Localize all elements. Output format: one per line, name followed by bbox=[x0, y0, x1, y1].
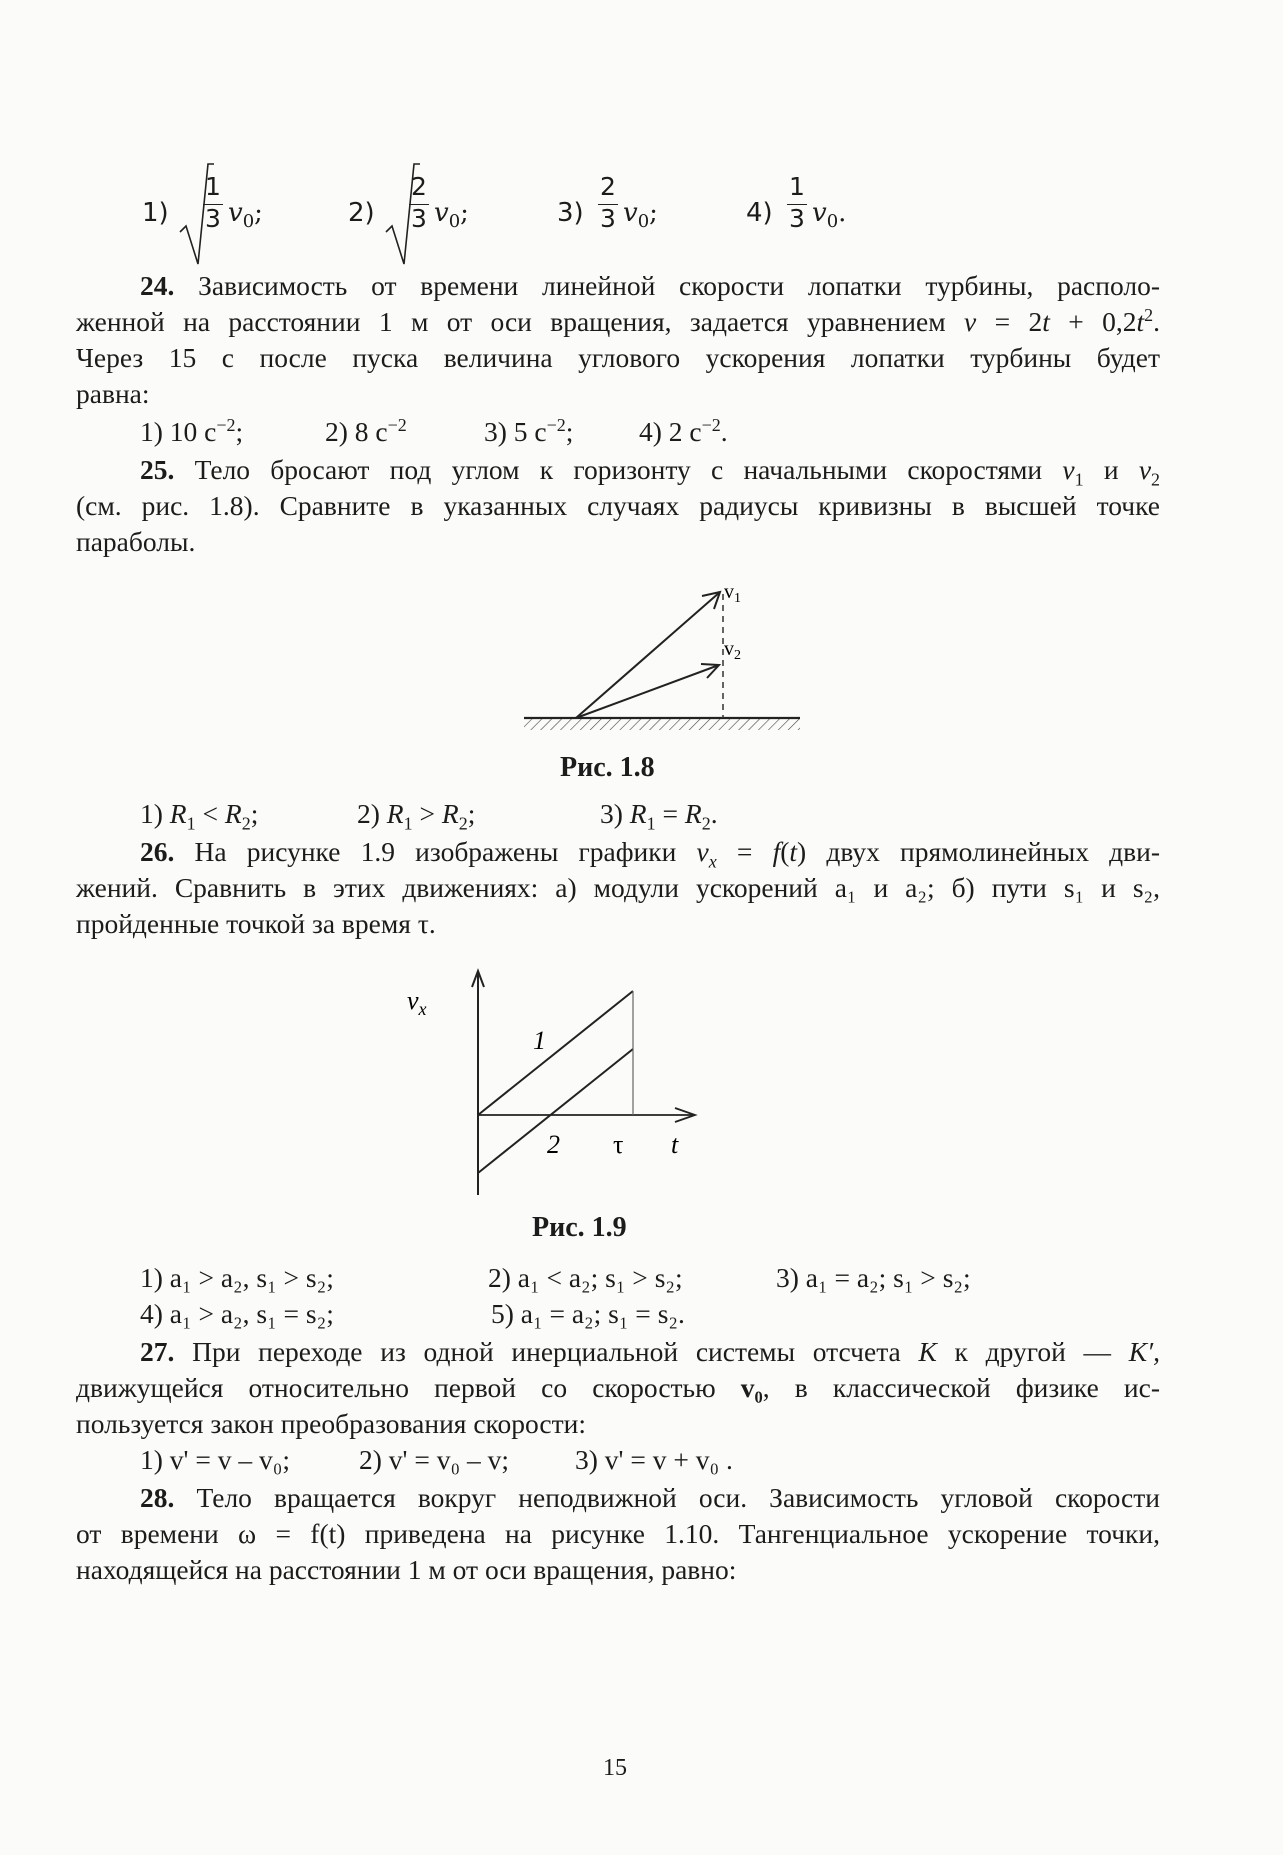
q23-velocity-4: $v_0$. bbox=[812, 198, 847, 233]
q24-line-2: женной на расстоянии 1 м от оси вращения, задается уравнением $v = 2t + 0,2t^2$. bbox=[76, 304, 1161, 337]
velocity-vector-1 bbox=[576, 592, 720, 718]
q28-line-2: от времени ω = f(t) приведена на рисунке 1.10. Тангенциальное ускорение точки, bbox=[76, 1518, 1160, 1549]
figure-1-9 bbox=[395, 965, 725, 1205]
q27-option-2: 2) v' = v₀ – v; bbox=[359, 1444, 509, 1475]
line-2-label: 2 bbox=[547, 1130, 560, 1159]
q23-velocity-3: $v_0$; bbox=[623, 198, 658, 233]
x-axis-label: t bbox=[671, 1130, 679, 1159]
q26-option-2: 2) a₁ < a₂; s₁ > s₂; bbox=[488, 1262, 683, 1293]
q24-options bbox=[76, 414, 1160, 450]
q26-option-5: 5) a₁ = a₂; s₁ = s₂. bbox=[491, 1298, 685, 1329]
q25-option-3: 3) $R_1 = R_2$. bbox=[600, 798, 718, 834]
q23-velocity-2: $v_0$; bbox=[434, 198, 469, 233]
q25-line-3: параболы. bbox=[76, 526, 196, 557]
q27-line-2: движущейся относительно первой со скоростью v₀, в классической физике ис- bbox=[76, 1372, 1161, 1403]
q24-line-4: равна: bbox=[76, 378, 150, 409]
q24-option-3: 3) 5 $с^{-2}$; bbox=[484, 414, 574, 447]
figure-1-8 bbox=[520, 572, 810, 752]
q25-option-1: 1) $R_1 < R_2$; bbox=[140, 798, 259, 834]
q26-option-4: 4) a₁ > a₂, s₁ = s₂; bbox=[140, 1298, 334, 1329]
velocity-vector-2 bbox=[576, 665, 719, 718]
v1-label: $v_1$ bbox=[724, 581, 741, 606]
q26-options-row-2 bbox=[76, 1296, 1160, 1332]
q27-line-1: 27. При переходе из одной инерциальной системы отсчета K к другой — K′, bbox=[140, 1336, 1160, 1367]
q26-option-3: 3) a₁ = a₂; s₁ > s₂; bbox=[776, 1262, 971, 1293]
line-1-label: 1 bbox=[533, 1026, 546, 1055]
q27-option-1: 1) v' = v – v₀; bbox=[140, 1444, 290, 1475]
ground-hatching bbox=[524, 718, 800, 730]
q26-line-3: пройденные точкой за время τ. bbox=[76, 908, 436, 939]
q24-option-1: 1) 10 $с^{-2}$; bbox=[140, 414, 244, 447]
q24-option-2: 2) 8 $с^{-2}$ bbox=[325, 414, 407, 447]
q27-line-3: пользуется закон преобразования скорости: bbox=[76, 1408, 586, 1439]
q26-options-row-1 bbox=[76, 1260, 1160, 1296]
q26-line-2: жений. Сравнить в этих движениях: а) модули ускорений a₁ и a₂; б) пути s₁ и s₂, bbox=[76, 872, 1160, 903]
q23-velocity-1: $v_0$; bbox=[228, 198, 263, 233]
q26-line-1: 26. На рисунке 1.9 изображены графики $v_x = f(t)$ двух прямолинейных дви- bbox=[140, 836, 1161, 872]
q25-option-2: 2) $R_1 > R_2$; bbox=[357, 798, 476, 834]
q28-line-3: находящейся на расстоянии 1 м от оси вращения, равно: bbox=[76, 1554, 737, 1585]
q27-options bbox=[76, 1442, 1160, 1478]
figure-1-9-caption: Рис. 1.9 bbox=[532, 1212, 627, 1243]
q24-option-4: 4) 2 $с^{-2}$. bbox=[639, 414, 728, 447]
graph-line-1 bbox=[478, 991, 633, 1115]
tau-label: τ bbox=[613, 1130, 624, 1159]
y-axis-label: $v_x$ bbox=[407, 986, 427, 1019]
q26-option-1: 1) a₁ > a₂, s₁ > s₂; bbox=[140, 1262, 334, 1293]
q27-option-3: 3) v' = v + v₀ . bbox=[575, 1444, 733, 1475]
q25-line-2: (см. рис. 1.8). Сравните в указанных случаях радиусы кривизны в высшей точке bbox=[76, 490, 1160, 521]
figure-1-8-caption: Рис. 1.8 bbox=[560, 752, 655, 783]
q25-line-1: 25. Тело бросают под углом к горизонту с начальными скоростями $v_1$ и $v_2$ bbox=[140, 454, 1161, 490]
q23-answers: 1) 1 3 $v_0$; 2) 2 3 $v_0$; 3) 2 3 $v_0$; 4) 1 3 $v_0$. bbox=[0, 160, 1283, 270]
q25-options bbox=[76, 796, 1160, 832]
q24-line-3: Через 15 с после пуска величина углового ускорения лопатки турбины будет bbox=[76, 342, 1160, 373]
page-number: 15 bbox=[603, 1755, 627, 1781]
q28-line-1: 28. Тело вращается вокруг неподвижной оси. Зависимость угловой скорости bbox=[140, 1482, 1161, 1513]
v2-label: $v_2$ bbox=[724, 638, 741, 663]
q24-line-1: 24. Зависимость от времени линейной скорости лопатки турбины, располо- bbox=[140, 270, 1160, 301]
